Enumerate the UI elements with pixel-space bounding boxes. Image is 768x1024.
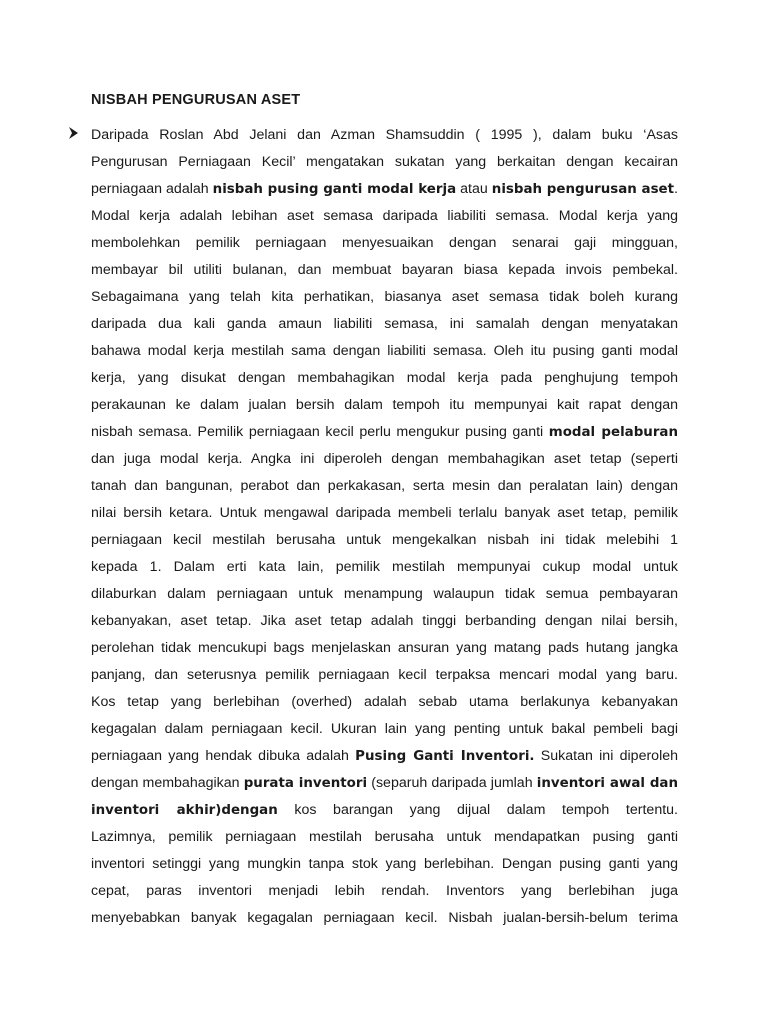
paragraph-line [91, 581, 678, 608]
text-segment: Sebagaimana yang telah kita perhatikan, biasanya aset semasa tidak boleh kurang [91, 289, 678, 305]
paragraph-line [91, 446, 678, 473]
text-segment: . [674, 181, 678, 197]
bold-text-segment: modal pelaburan [548, 425, 678, 440]
text-segment: nilai bersih ketara. Untuk mengawal daripada membeli terlalu banyak aset tetap, pemilik [91, 505, 678, 521]
paragraph-line [91, 338, 678, 365]
bold-text-segment: inventori awal dan [536, 776, 678, 791]
paragraph-line [91, 608, 678, 635]
paragraph-line [91, 419, 678, 446]
paragraph-line [91, 905, 678, 932]
paragraph-line [91, 878, 678, 905]
paragraph-line [91, 527, 678, 554]
text-segment: perniagaan adalah [91, 181, 213, 197]
paragraph-line [91, 122, 678, 149]
paragraph-line [91, 392, 678, 419]
paragraph-line [91, 662, 678, 689]
text-segment: perniagaan kecil mestilah berusaha untuk mengekalkan nisbah ini tidak melebihi 1 [91, 532, 678, 548]
text-segment: kos barangan yang dijual dalam tempoh tertentu. [277, 802, 678, 818]
text-segment: daripada dua kali ganda amaun liabiliti semasa, ini samalah dengan menyatakan [91, 316, 678, 332]
bold-text-segment: purata inventori [243, 776, 368, 791]
text-segment: membayar bil utiliti bulanan, dan membuat bayaran biasa kepada invois pembekal. [91, 262, 678, 278]
paragraph-line [91, 365, 678, 392]
paragraph-line [91, 284, 678, 311]
arrow-right-bullet-icon [67, 125, 81, 141]
text-segment: nisbah semasa. Pemilik perniagaan kecil perlu mengukur pusing ganti [91, 424, 549, 440]
paragraph-line [91, 203, 678, 230]
text-segment: tanah dan bangunan, perabot dan perkakasan, serta mesin dan peralatan lain) dengan [91, 478, 678, 494]
bold-text-segment: inventori akhir)dengan [91, 803, 278, 818]
text-segment: dilaburkan dalam perniagaan untuk menampung walaupun tidak semua pembayaran [91, 586, 678, 602]
paragraph-line [91, 743, 678, 770]
text-segment: Modal kerja adalah lebihan aset semasa daripada liabiliti semasa. Modal kerja yang [91, 208, 678, 224]
paragraph-line [91, 770, 678, 797]
text-segment: cepat, paras inventori menjadi lebih rendah. Inventors yang berlebihan juga [91, 883, 678, 899]
paragraph-line [91, 257, 678, 284]
paragraph-line [91, 230, 678, 257]
text-segment: Sukatan ini diperoleh [534, 748, 678, 764]
text-segment: atau [456, 181, 492, 197]
text-segment: dan juga modal kerja. Angka ini diperoleh dengan membahagikan aset tetap (seperti [91, 451, 678, 467]
text-segment: kepada 1. Dalam erti kata lain, pemilik mestilah mempunyai cukup modal untuk [91, 559, 678, 575]
text-segment: kerja, yang disukat dengan membahagikan modal kerja pada penghujung tempoh [91, 370, 678, 386]
text-segment: panjang, dan seterusnya pemilik perniagaan kecil terpaksa mencari modal yang baru. [91, 667, 678, 683]
text-segment: Kos tetap yang berlebihan (overhed) adalah sebab utama berlakunya kebanyakan [91, 694, 678, 710]
bold-text-segment: nisbah pengurusan aset [491, 182, 675, 197]
text-segment: (separuh daripada jumlah [367, 775, 537, 791]
paragraph-line [91, 851, 678, 878]
paragraph-line [91, 716, 678, 743]
paragraph-line [91, 149, 678, 176]
paragraph-line [91, 311, 678, 338]
text-segment: dengan membahagikan [91, 775, 244, 791]
text-segment: perniagaan yang hendak dibuka adalah [91, 748, 356, 764]
paragraph-line [91, 635, 678, 662]
bold-text-segment: Pusing Ganti Inventori. [355, 749, 535, 764]
bold-text-segment: nisbah pusing ganti modal kerja [212, 182, 457, 197]
text-segment: perakaunan ke dalam jualan bersih dalam tempoh itu mempunyai kait rapat dengan [91, 397, 678, 413]
paragraph-line [91, 824, 678, 851]
paragraph-line [91, 689, 678, 716]
text-segment: bahawa modal kerja mestilah sama dengan liabiliti semasa. Oleh itu pusing ganti modal [91, 343, 678, 359]
paragraph-line [91, 554, 678, 581]
text-segment: Lazimnya, pemilik perniagaan mestilah berusaha untuk mendapatkan pusing ganti [91, 829, 678, 845]
text-segment: kebanyakan, aset tetap. Jika aset tetap adalah tinggi berbanding dengan nilai bersih, [91, 613, 678, 629]
text-segment: menyebabkan banyak kegagalan perniagaan kecil. Nisbah jualan-bersih-belum terima [91, 910, 678, 926]
paragraph-line [91, 797, 678, 824]
paragraph-line [91, 500, 678, 527]
text-segment: Pengurusan Perniagaan Kecil’ mengatakan sukatan yang berkaitan dengan kecairan [91, 154, 678, 170]
text-segment: Daripada Roslan Abd Jelani dan Azman Shamsuddin ( 1995 ), dalam buku ‘Asas [91, 127, 678, 143]
text-segment: kegagalan dalam perniagaan kecil. Ukuran lain yang penting untuk bakal pembeli bagi [91, 721, 678, 737]
paragraph-line [91, 176, 678, 203]
paragraph-line [91, 473, 678, 500]
text-segment: membolehkan pemilik perniagaan menyesuaikan dengan senarai gaji mingguan, [91, 235, 678, 251]
text-segment: inventori setinggi yang mungkin tanpa stok yang berlebihan. Dengan pusing ganti yang [91, 856, 678, 872]
document-heading: NISBAH PENGURUSAN ASET [91, 92, 301, 108]
text-segment: perolehan tidak mencukupi bags menjelaskan ansuran yang matang pads hutang jangka [91, 640, 678, 656]
body-paragraph [91, 122, 678, 932]
